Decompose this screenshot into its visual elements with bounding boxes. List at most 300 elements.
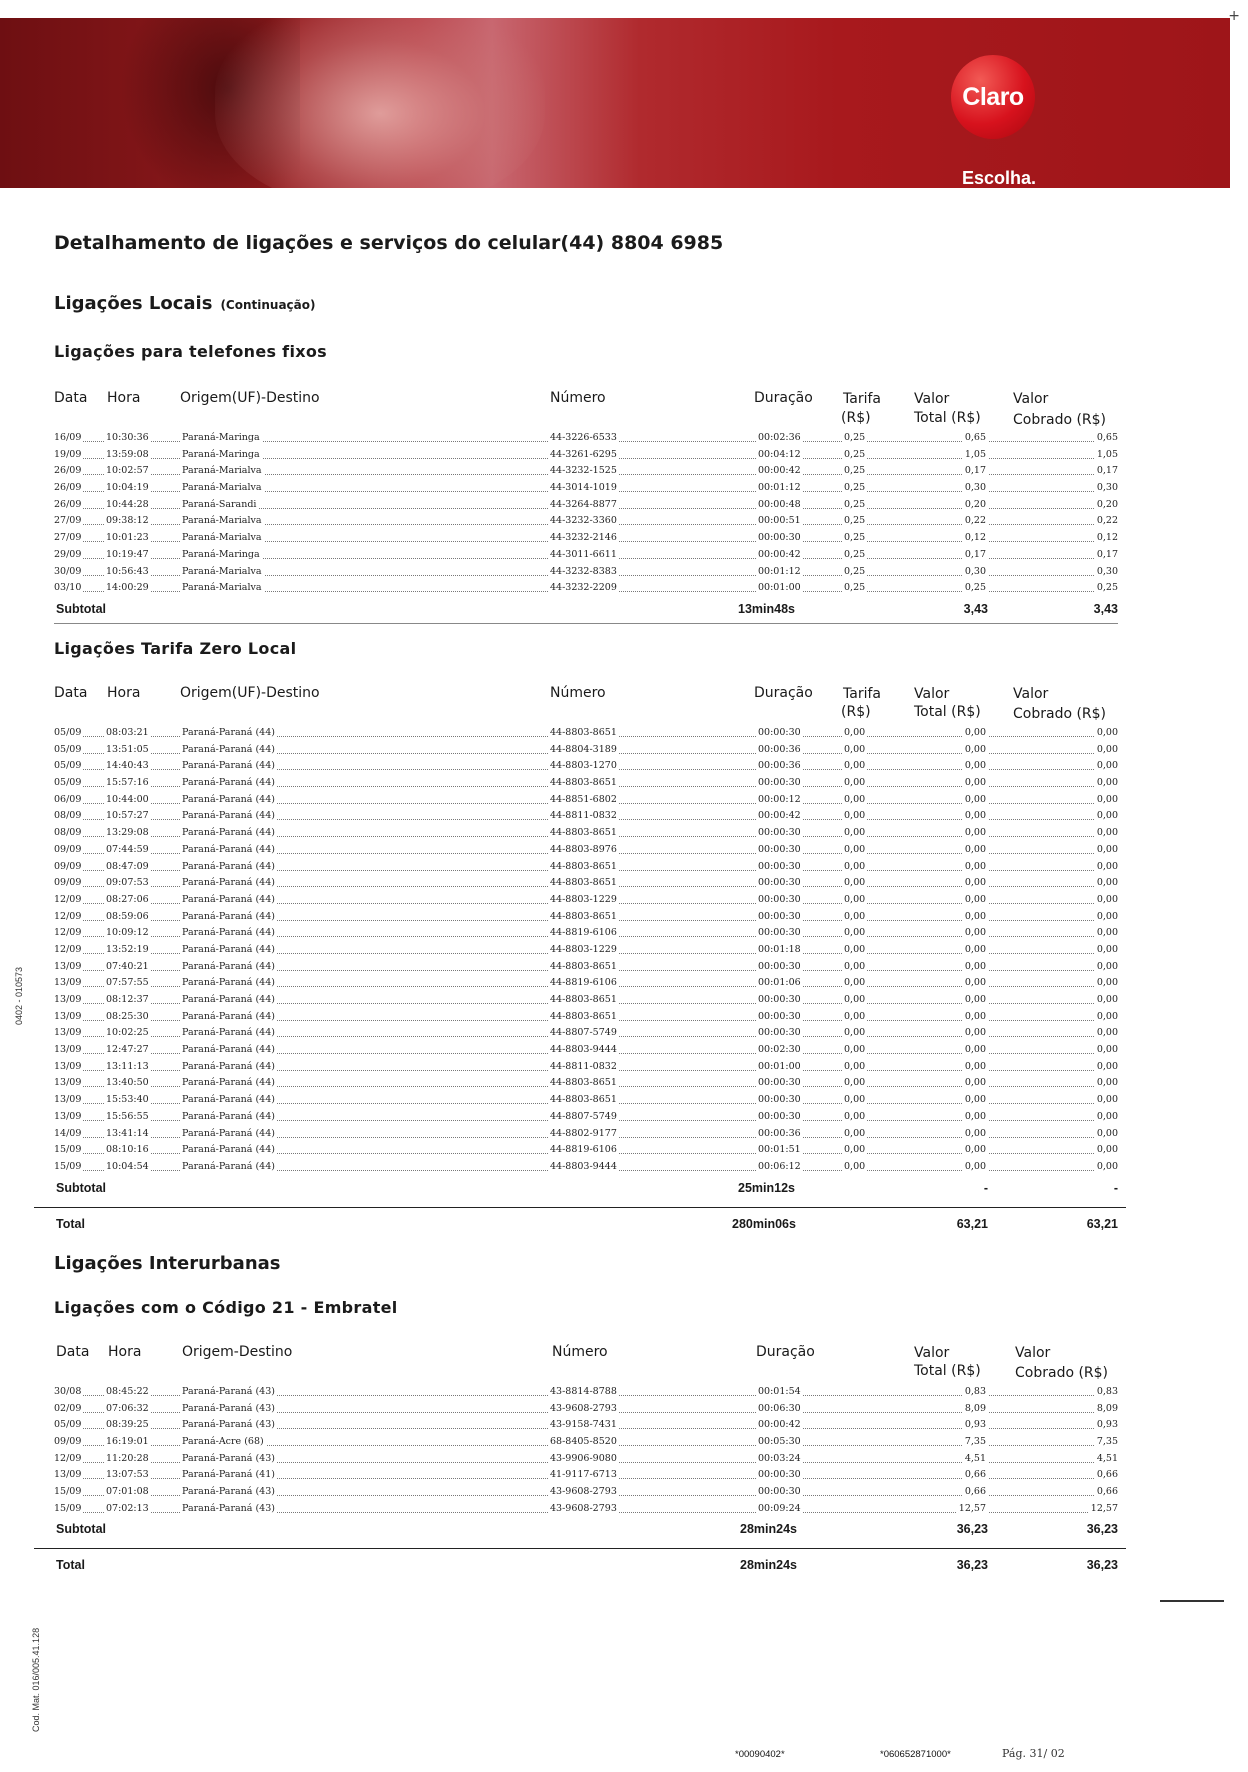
cell-time: 10:01:23	[106, 532, 149, 544]
table-row	[0, 1159, 1248, 1176]
cell-charged-value: 0,00	[1096, 793, 1118, 805]
cell-time: 10:56:43	[106, 565, 149, 577]
cell-number: 44-8819-6106	[550, 1144, 617, 1156]
cell-number: 44-8807-5749	[550, 1027, 617, 1039]
cell-duration: 00:01:12	[758, 565, 801, 577]
cell-number: 44-8819-6106	[550, 927, 617, 939]
cell-duration: 00:00:48	[758, 498, 801, 510]
cell-time: 07:02:13	[106, 1502, 149, 1514]
cell-total-value: 8,09	[964, 1402, 986, 1414]
cell-number: 44-8803-8651	[550, 860, 617, 872]
cell-duration: 00:04:12	[758, 448, 801, 460]
subsection-title-tarifa-zero: Ligações Tarifa Zero Local	[54, 639, 297, 658]
cell-time: 10:04:19	[106, 482, 149, 494]
cell-date: 26/09	[54, 465, 82, 477]
table-row	[0, 825, 1248, 842]
cell-date: 12/09	[54, 927, 82, 939]
cell-time: 10:30:36	[106, 432, 149, 443]
cell-origin-destination: Paraná-Paraná (44)	[182, 1077, 275, 1089]
table-row	[0, 1467, 1248, 1484]
cell-origin-destination: Paraná-Maringa	[182, 548, 260, 560]
table-row	[0, 859, 1248, 876]
page-number: Pág. 31/ 02	[1002, 1747, 1065, 1760]
footer-barcode-2: *060652871000*	[880, 1749, 951, 1760]
cell-time: 10:44:28	[106, 498, 149, 510]
cell-date: 13/09	[54, 1060, 82, 1072]
cell-date: 12/09	[54, 910, 82, 922]
cell-rate: 0,00	[844, 1110, 866, 1122]
cell-duration: 00:00:36	[758, 760, 801, 772]
cell-total-value: 0,00	[964, 927, 986, 939]
cell-charged-value: 0,22	[1096, 515, 1118, 527]
cell-number: 43-9608-2793	[550, 1486, 617, 1498]
cell-rate: 0,25	[844, 548, 866, 560]
cell-rate: 0,00	[844, 1060, 866, 1072]
cell-time: 10:19:47	[106, 548, 149, 560]
cell-number: 43-9608-2793	[550, 1402, 617, 1414]
cell-total-value: 0,00	[964, 1044, 986, 1056]
table-embratel	[0, 1384, 1248, 1518]
cell-charged-value: 0,30	[1096, 482, 1118, 494]
cell-time: 13:29:08	[106, 827, 149, 839]
cell-charged-value: 0,00	[1096, 760, 1118, 772]
cell-date: 15/09	[54, 1502, 82, 1514]
cell-origin-destination: Paraná-Marialva	[182, 565, 262, 577]
table-row	[0, 842, 1248, 859]
table-row	[0, 758, 1248, 775]
cell-origin-destination: Paraná-Paraná (44)	[182, 1127, 275, 1139]
cell-number: 44-3261-6295	[550, 448, 617, 460]
side-material-code: Cod. Mat. 016/005.41.128	[31, 1627, 41, 1732]
cell-number: 44-8803-9444	[550, 1160, 617, 1172]
cell-time: 08:39:25	[106, 1419, 149, 1431]
cell-total-value: 0,00	[964, 960, 986, 972]
cell-origin-destination: Paraná-Marialva	[182, 515, 262, 527]
cell-origin-destination: Paraná-Marialva	[182, 465, 262, 477]
cell-total-value: 0,00	[964, 1010, 986, 1022]
cell-origin-destination: Paraná-Paraná (44)	[182, 994, 275, 1005]
cell-number: 43-9158-7431	[550, 1419, 617, 1431]
cell-time: 10:02:57	[106, 465, 149, 477]
cell-time: 15:56:55	[106, 1110, 149, 1122]
cell-time: 08:03:21	[106, 727, 149, 738]
cell-date: 27/09	[54, 532, 82, 544]
cell-time: 15:53:40	[106, 1094, 149, 1106]
cell-total-value: 0,00	[964, 1077, 986, 1089]
cell-charged-value: 0,00	[1096, 977, 1118, 989]
cell-total-value: 0,00	[964, 943, 986, 955]
cell-charged-value: 0,00	[1096, 827, 1118, 839]
cell-origin-destination: Paraná-Paraná (44)	[182, 1094, 275, 1106]
cell-total-value: 0,25	[964, 582, 986, 594]
cell-total-value: 0,66	[964, 1486, 986, 1498]
table-row	[0, 775, 1248, 792]
cell-duration: 00:01:18	[758, 943, 801, 955]
cell-date: 13/09	[54, 994, 82, 1005]
cell-duration: 00:00:30	[758, 910, 801, 922]
cell-total-value: 0,00	[964, 743, 986, 755]
cell-total-value: 0,00	[964, 1027, 986, 1039]
table-row	[0, 808, 1248, 825]
cell-rate: 0,00	[844, 893, 866, 905]
cell-rate: 0,00	[844, 793, 866, 805]
table-row	[0, 1109, 1248, 1126]
cell-origin-destination: Paraná-Paraná (44)	[182, 877, 275, 889]
continuation-label: (Continuação)	[220, 298, 316, 312]
cell-total-value: 0,30	[964, 565, 986, 577]
cell-charged-value: 0,25	[1096, 582, 1118, 594]
cell-number: 44-3232-2209	[550, 582, 617, 594]
table-row	[0, 975, 1248, 992]
cell-duration: 00:00:12	[758, 793, 801, 805]
cell-origin-destination: Paraná-Paraná (44)	[182, 1027, 275, 1039]
cell-origin-destination: Paraná-Maringa	[182, 448, 260, 460]
cell-charged-value: 0,20	[1096, 498, 1118, 510]
cell-rate: 0,00	[844, 877, 866, 889]
cell-date: 09/09	[54, 843, 82, 855]
cell-origin-destination: Paraná-Paraná (44)	[182, 793, 275, 805]
cell-rate: 0,00	[844, 810, 866, 822]
cell-time: 08:47:09	[106, 860, 149, 872]
cell-time: 16:19:01	[106, 1436, 149, 1448]
cell-number: 44-8803-8651	[550, 1010, 617, 1022]
cell-number: 43-9608-2793	[550, 1502, 617, 1514]
cell-duration: 00:00:30	[758, 960, 801, 972]
cell-charged-value: 0,00	[1096, 943, 1118, 955]
cell-duration: 00:00:30	[758, 1027, 801, 1039]
cell-time: 12:47:27	[106, 1044, 149, 1056]
cell-origin-destination: Paraná-Marialva	[182, 482, 262, 494]
cell-rate: 0,00	[844, 1144, 866, 1156]
cell-number: 44-8803-8651	[550, 1077, 617, 1089]
cell-duration: 00:01:06	[758, 977, 801, 989]
cell-total-value: 0,00	[964, 727, 986, 738]
cell-duration: 00:01:54	[758, 1386, 801, 1397]
cell-number: 44-3232-8383	[550, 565, 617, 577]
cell-duration: 00:00:42	[758, 465, 801, 477]
footer-barcode-1: *00090402*	[735, 1749, 785, 1760]
cell-rate: 0,00	[844, 1160, 866, 1172]
cell-charged-value: 1,05	[1096, 448, 1118, 460]
cell-duration: 00:00:36	[758, 1127, 801, 1139]
table-row	[0, 875, 1248, 892]
cell-date: 12/09	[54, 943, 82, 955]
cell-number: 44-8819-6106	[550, 977, 617, 989]
cell-duration: 00:00:42	[758, 810, 801, 822]
cell-total-value: 0,20	[964, 498, 986, 510]
table-row	[0, 742, 1248, 759]
cell-rate: 0,00	[844, 743, 866, 755]
cell-number: 44-8803-8651	[550, 960, 617, 972]
cell-date: 30/08	[54, 1386, 82, 1397]
table-row	[0, 1126, 1248, 1143]
total-interurbanas: Total 28min24s 36,23 36,23	[56, 1558, 1118, 1572]
cell-rate: 0,00	[844, 1094, 866, 1106]
cell-number: 44-8803-9444	[550, 1044, 617, 1056]
table-row	[0, 447, 1248, 464]
cell-time: 10:02:25	[106, 1027, 149, 1039]
cell-duration: 00:01:12	[758, 482, 801, 494]
cell-time: 09:07:53	[106, 877, 149, 889]
cell-origin-destination: Paraná-Paraná (44)	[182, 960, 275, 972]
cell-charged-value: 0,00	[1096, 743, 1118, 755]
cell-charged-value: 0,30	[1096, 565, 1118, 577]
cell-origin-destination: Paraná-Paraná (44)	[182, 893, 275, 905]
table-header-tarifa-zero: Data Hora Origem(UF)-Destino Número Duração Tarifa (R$) Valor Total (R$) Valor Cobrado (R$)	[54, 685, 1107, 722]
cell-duration: 00:01:00	[758, 582, 801, 594]
subtotal-fixos: Subtotal 13min48s 3,43 3,43	[56, 602, 1118, 616]
cell-charged-value: 0,00	[1096, 1044, 1118, 1056]
cell-time: 07:40:21	[106, 960, 149, 972]
cell-duration: 00:00:30	[758, 1010, 801, 1022]
cell-origin-destination: Paraná-Sarandi	[182, 498, 257, 510]
cell-origin-destination: Paraná-Paraná (44)	[182, 1144, 275, 1156]
cell-charged-value: 12,57	[1090, 1502, 1118, 1514]
side-code: 0402 - 010573	[14, 966, 24, 1025]
cell-origin-destination: Paraná-Paraná (44)	[182, 860, 275, 872]
cell-number: 44-3011-6611	[550, 548, 617, 560]
table-row	[0, 1451, 1248, 1468]
cell-charged-value: 0,00	[1096, 1010, 1118, 1022]
cell-duration: 00:00:42	[758, 1419, 801, 1431]
cell-number: 44-8803-1270	[550, 760, 617, 772]
cell-number: 44-3014-1019	[550, 482, 617, 494]
cell-number: 44-3232-2146	[550, 532, 617, 544]
cell-number: 44-8803-1229	[550, 893, 617, 905]
cell-origin-destination: Paraná-Paraná (44)	[182, 843, 275, 855]
cell-duration: 00:06:12	[758, 1160, 801, 1172]
cell-duration: 00:09:24	[758, 1502, 801, 1514]
cell-number: 44-3264-8877	[550, 498, 617, 510]
cell-date: 05/09	[54, 777, 82, 789]
cell-number: 44-3232-3360	[550, 515, 617, 527]
cell-time: 14:40:43	[106, 760, 149, 772]
cell-origin-destination: Paraná-Paraná (43)	[182, 1419, 275, 1431]
cell-total-value: 0,17	[964, 465, 986, 477]
cell-rate: 0,00	[844, 1010, 866, 1022]
cell-rate: 0,25	[844, 582, 866, 594]
cell-total-value: 0,00	[964, 1144, 986, 1156]
cell-rate: 0,00	[844, 1127, 866, 1139]
cell-time: 08:25:30	[106, 1010, 149, 1022]
cell-rate: 0,25	[844, 515, 866, 527]
cell-origin-destination: Paraná-Paraná (44)	[182, 810, 275, 822]
cell-date: 13/09	[54, 1044, 82, 1056]
cell-duration: 00:00:30	[758, 532, 801, 544]
cell-origin-destination: Paraná-Paraná (43)	[182, 1386, 275, 1397]
cell-total-value: 0,00	[964, 1110, 986, 1122]
cell-origin-destination: Paraná-Paraná (43)	[182, 1402, 275, 1414]
cell-rate: 0,25	[844, 448, 866, 460]
cell-time: 10:04:54	[106, 1160, 149, 1172]
cell-total-value: 0,00	[964, 777, 986, 789]
table-row	[0, 1025, 1248, 1042]
cell-time: 15:57:16	[106, 777, 149, 789]
cell-charged-value: 0,17	[1096, 465, 1118, 477]
cell-origin-destination: Paraná-Paraná (44)	[182, 727, 275, 738]
cell-duration: 00:00:30	[758, 1110, 801, 1122]
cell-duration: 00:02:36	[758, 432, 801, 443]
cell-time: 07:44:59	[106, 843, 149, 855]
cell-date: 12/09	[54, 893, 82, 905]
cell-charged-value: 0,00	[1096, 1094, 1118, 1106]
table-row	[0, 530, 1248, 547]
cell-duration: 00:02:30	[758, 1044, 801, 1056]
cell-date: 09/09	[54, 860, 82, 872]
cell-date: 09/09	[54, 1436, 82, 1448]
cell-date: 02/09	[54, 1402, 82, 1414]
cell-origin-destination: Paraná-Paraná (44)	[182, 1160, 275, 1172]
table-row	[0, 1501, 1248, 1518]
cell-number: 44-8851-6802	[550, 793, 617, 805]
cell-rate: 0,00	[844, 777, 866, 789]
cell-date: 08/09	[54, 827, 82, 839]
cell-duration: 00:00:30	[758, 927, 801, 939]
cell-charged-value: 0,00	[1096, 1027, 1118, 1039]
cell-charged-value: 4,51	[1096, 1452, 1118, 1464]
cell-origin-destination: Paraná-Paraná (41)	[182, 1469, 275, 1481]
cell-duration: 00:00:30	[758, 727, 801, 738]
cell-duration: 00:00:30	[758, 877, 801, 889]
cell-number: 44-3232-1525	[550, 465, 617, 477]
cell-number: 68-8405-8520	[550, 1436, 617, 1448]
cell-charged-value: 0,00	[1096, 1110, 1118, 1122]
cell-duration: 00:00:30	[758, 827, 801, 839]
cell-rate: 0,25	[844, 532, 866, 544]
cell-origin-destination: Paraná-Paraná (44)	[182, 777, 275, 789]
cell-number: 44-8803-8651	[550, 777, 617, 789]
cell-rate: 0,25	[844, 498, 866, 510]
cell-rate: 0,25	[844, 432, 866, 443]
table-row	[0, 925, 1248, 942]
cell-rate: 0,25	[844, 465, 866, 477]
cell-total-value: 0,00	[964, 877, 986, 889]
cell-date: 13/09	[54, 960, 82, 972]
cell-origin-destination: Paraná-Paraná (44)	[182, 1044, 275, 1056]
table-header-fixos: Data Hora Origem(UF)-Destino Número Duração Tarifa (R$) Valor Total (R$) Valor Cobrado (R$)	[54, 390, 1107, 428]
cell-rate: 0,00	[844, 1027, 866, 1039]
cell-duration: 00:00:30	[758, 777, 801, 789]
cell-rate: 0,00	[844, 860, 866, 872]
claro-logo: Claro	[951, 55, 1035, 139]
cell-date: 15/09	[54, 1486, 82, 1498]
cell-date: 15/09	[54, 1160, 82, 1172]
cell-time: 13:59:08	[106, 448, 149, 460]
cell-time: 07:57:55	[106, 977, 149, 989]
cell-total-value: 7,35	[964, 1436, 986, 1448]
table-row	[0, 1417, 1248, 1434]
cell-duration: 00:01:51	[758, 1144, 801, 1156]
cell-charged-value: 0,00	[1096, 877, 1118, 889]
cell-origin-destination: Paraná-Acre (68)	[182, 1436, 264, 1448]
cell-total-value: 0,00	[964, 893, 986, 905]
cell-time: 14:00:29	[106, 582, 149, 594]
cell-total-value: 0,12	[964, 532, 986, 544]
cell-charged-value: 7,35	[1096, 1436, 1118, 1448]
cell-charged-value: 0,00	[1096, 843, 1118, 855]
table-row	[0, 792, 1248, 809]
table-header-embratel: Data Hora Origem-Destino Número Duração Valor Total (R$) Valor Cobrado (R$)	[56, 1344, 1109, 1381]
table-row	[0, 463, 1248, 480]
cell-date: 27/09	[54, 515, 82, 527]
cell-duration: 00:03:24	[758, 1452, 801, 1464]
document-title: Detalhamento de ligações e serviços do celular(44) 8804 6985	[54, 232, 724, 254]
cell-total-value: 4,51	[964, 1452, 986, 1464]
cell-date: 03/10	[54, 582, 82, 594]
cell-origin-destination: Paraná-Paraná (44)	[182, 927, 275, 939]
cell-duration: 00:00:30	[758, 843, 801, 855]
cell-date: 13/09	[54, 1010, 82, 1022]
cell-total-value: 0,83	[964, 1386, 986, 1397]
table-row	[0, 992, 1248, 1009]
section-title-interurbanas: Ligações Interurbanas	[54, 1253, 281, 1274]
plus-icon: +	[1228, 8, 1240, 24]
cell-charged-value: 0,00	[1096, 810, 1118, 822]
cell-number: 44-3226-6533	[550, 432, 617, 443]
table-row	[0, 725, 1248, 742]
cell-origin-destination: Paraná-Paraná (44)	[182, 977, 275, 989]
cell-time: 13:41:14	[106, 1127, 149, 1139]
cell-date: 09/09	[54, 877, 82, 889]
cell-date: 13/09	[54, 1027, 82, 1039]
cell-rate: 0,00	[844, 994, 866, 1005]
margin-mark	[1160, 1600, 1224, 1602]
cell-origin-destination: Paraná-Marialva	[182, 532, 262, 544]
cell-origin-destination: Paraná-Paraná (44)	[182, 1010, 275, 1022]
cell-duration: 00:00:51	[758, 515, 801, 527]
cell-time: 13:07:53	[106, 1469, 149, 1481]
cell-date: 06/09	[54, 793, 82, 805]
cell-total-value: 0,00	[964, 977, 986, 989]
cell-origin-destination: Paraná-Paraná (44)	[182, 827, 275, 839]
cell-number: 44-8803-8651	[550, 994, 617, 1005]
header-banner	[0, 18, 1230, 188]
cell-number: 41-9117-6713	[550, 1469, 617, 1481]
cell-number: 44-8811-0832	[550, 1060, 617, 1072]
table-row	[0, 580, 1248, 597]
cell-total-value: 0,00	[964, 1160, 986, 1172]
cell-number: 43-9906-9080	[550, 1452, 617, 1464]
cell-origin-destination: Paraná-Paraná (44)	[182, 1110, 275, 1122]
table-row	[0, 1401, 1248, 1418]
cell-date: 13/09	[54, 1094, 82, 1106]
cell-time: 07:01:08	[106, 1486, 149, 1498]
divider	[34, 1207, 1126, 1208]
cell-number: 44-8803-8651	[550, 827, 617, 839]
cell-date: 13/09	[54, 1110, 82, 1122]
cell-number: 44-8803-8651	[550, 1094, 617, 1106]
subtotal-tarifa-zero: Subtotal 25min12s - -	[56, 1181, 1118, 1195]
table-row	[0, 1042, 1248, 1059]
cell-number: 44-8811-0832	[550, 810, 617, 822]
cell-duration: 00:00:30	[758, 1486, 801, 1498]
cell-duration: 00:00:30	[758, 994, 801, 1005]
cell-origin-destination: Paraná-Marialva	[182, 582, 262, 594]
cell-total-value: 0,22	[964, 515, 986, 527]
cell-total-value: 0,00	[964, 827, 986, 839]
cell-total-value: 0,00	[964, 843, 986, 855]
divider	[54, 623, 1118, 624]
cell-origin-destination: Paraná-Paraná (44)	[182, 760, 275, 772]
cell-origin-destination: Paraná-Paraná (43)	[182, 1486, 275, 1498]
cell-date: 05/09	[54, 727, 82, 738]
table-row	[0, 942, 1248, 959]
table-row	[0, 1009, 1248, 1026]
cell-total-value: 0,00	[964, 810, 986, 822]
cell-origin-destination: Paraná-Maringa	[182, 432, 260, 443]
cell-total-value: 0,00	[964, 760, 986, 772]
cell-rate: 0,00	[844, 727, 866, 738]
